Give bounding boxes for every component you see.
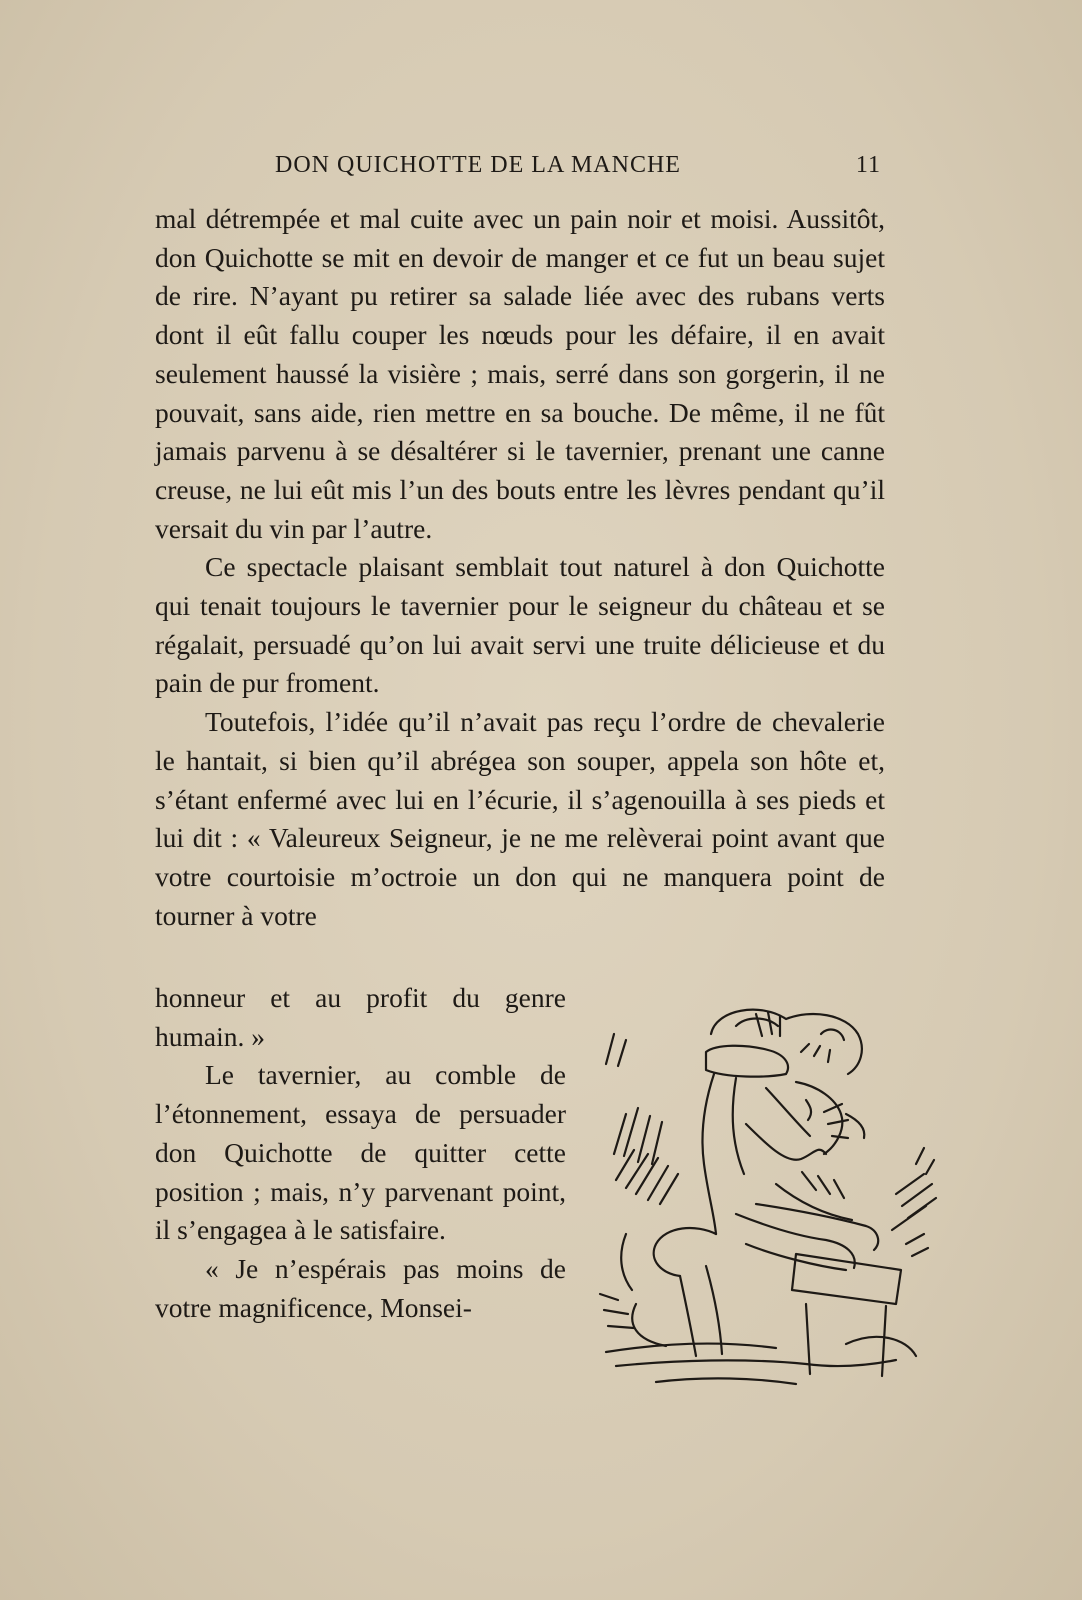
paragraph-3-continued: honneur et au profit du genre humain. » bbox=[155, 982, 566, 1052]
text-beside-illustration bbox=[155, 979, 566, 1327]
paragraph-2: Ce spectacle plaisant semblait tout naturel à don Quichotte qui tenait toujours le tavernier pour le seigneur du château et se régalait, persuadé qu’on lui avait servi une truite délicieuse et du pain de pur froment. bbox=[155, 551, 885, 699]
paragraph-1: mal détrempée et mal cuite avec un pain noir et moisi. Aussitôt, don Quichotte se mit en devoir de manger et ce fut un beau sujet de rire. N’ayant pu retirer sa salade liée avec des rubans verts dont il eût fallu couper les nœuds pour les défaire, il en avait seulement haussé la visière ; mais, serré dans son gorgerin, il ne pouvait, sans aide, rien mettre en sa bouche. De même, il ne fût jamais parvenu à se désaltérer si le tavernier, prenant une canne creuse, ne lui eût mis l’un des bouts entre les lèvres pendant qu’il versait du vin par l’autre. bbox=[155, 203, 885, 544]
paragraph-5: « Je n’espérais pas moins de votre magnificence, Monsei- bbox=[155, 1252, 566, 1323]
paragraph-4: Le tavernier, au comble de l’étonnement, essaya de persuader don Quichotte de quitter cette position ; mais, n’y parvenant point, il s’engagea à le satisfaire. bbox=[155, 1059, 566, 1246]
main-text bbox=[155, 200, 885, 935]
running-head bbox=[155, 152, 885, 186]
page-number: 11 bbox=[855, 152, 881, 178]
running-head-title: DON QUICHOTTE DE LA MANCHE bbox=[275, 152, 681, 178]
paragraph-3: Toutefois, l’idée qu’il n’avait pas reçu l’ordre de chevalerie le hantait, si bien qu’il abrégea son souper, appela son hôte et, s’étant enfermé avec lui en l’écurie, il s’agenouilla à ses pieds et lui dit : « Valeureux Seigneur, je ne me relèverai point avant que votre courtoisie m’octroie un don qui ne manquera point de tourner à votre bbox=[155, 706, 885, 931]
kneeling-knight-illustration bbox=[596, 1004, 946, 1396]
